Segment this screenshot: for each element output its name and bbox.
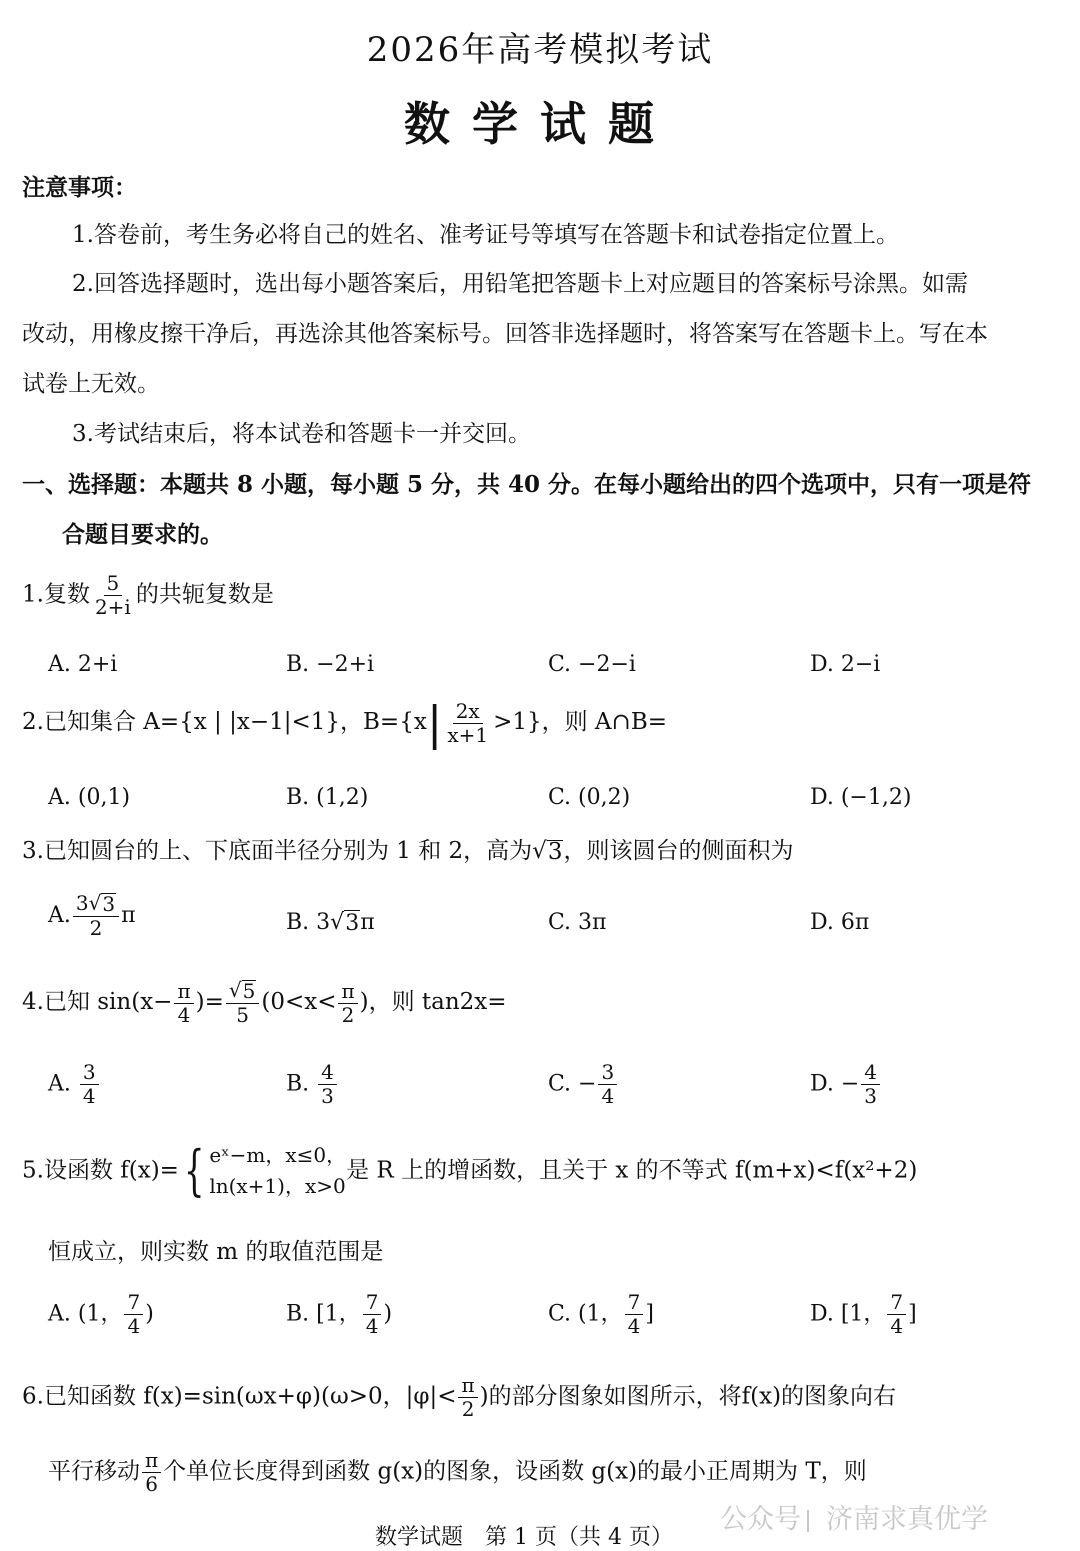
q4-option-a: A. $\frac{3}{4}$ <box>48 1062 101 1107</box>
watermark: 公众号 济南求真优学 <box>720 1504 988 1535</box>
fraction: $\frac{2x}{x+1}$ <box>447 698 489 747</box>
question-3: 3.已知圆台的上、下底面半径分别为 1 和 2，高为√ 3 ，则该圆台的侧面积为 <box>22 838 794 865</box>
section-1-heading-cont: 合题目要求的。 <box>62 521 223 548</box>
exam-title: 2026年高考模拟考试 <box>366 30 714 70</box>
q5-option-a: A. (1， $\frac{7}{4}$ ) <box>48 1290 154 1338</box>
q4-option-b: B. $\frac{4}{3}$ <box>286 1062 339 1107</box>
question-1: 1.复数 $\frac{5}{2+i}$ 的共轭复数是 <box>22 571 274 619</box>
q1-option-b: B. −2+i <box>286 652 375 677</box>
notice-item-2-line-2: 改动，用橡皮擦干净后，再选涂其他答案标号。回答非选择题时，将答案写在答题卡上。写在本 <box>22 321 988 347</box>
q2-option-a: A. (0,1) <box>48 785 131 810</box>
piecewise-cases: eˣ−m，x≤0， ln(x+1)，x>0 <box>209 1143 347 1198</box>
q5-option-d: D. [1， $\frac{7}{4}$ ] <box>810 1290 917 1338</box>
q5-option-c: C. (1， $\frac{7}{4}$ ] <box>548 1290 654 1338</box>
notice-item-2-line-1: 2.回答选择题时，选出每小题答案后，用铅笔把答题卡上对应题目的答案标号涂黑。如需 <box>72 271 968 297</box>
question-2: 2.已知集合 A={x | |x−1|<1}，B={x| $\frac{2x}{x+1}$ >1}，则 A∩B= <box>22 696 667 750</box>
notice-item-2-line-3: 试卷上无效。 <box>22 371 160 397</box>
q2-option-b: B. (1,2) <box>286 785 369 810</box>
notice-heading: 注意事项： <box>22 174 137 201</box>
question-5: 5.设函数 f(x)={ eˣ−m，x≤0， ln(x+1)，x>0 是 R 上的增函数，且关于 x 的不等式 f(m+x)<f(x²+2) <box>22 1139 918 1202</box>
q3-option-d: D. 6π <box>810 910 870 935</box>
q4-option-c: C. − $\frac{3}{4}$ <box>548 1062 619 1107</box>
q3-option-c: C. 3π <box>548 910 607 935</box>
q2-option-d: D. (−1,2) <box>810 785 912 810</box>
question-5-cont: 恒成立，则实数 m 的取值范围是 <box>48 1239 384 1265</box>
fraction: $\frac{5}{2+i}$ <box>94 571 131 619</box>
q4-option-d: D. − $\frac{4}{3}$ <box>810 1062 882 1107</box>
separator <box>807 1510 816 1532</box>
q3-option-a: A. 3√ 3 2 π <box>48 891 136 940</box>
subject-title: 数学试题 <box>404 97 676 151</box>
q5-option-b: B. [1， $\frac{7}{4}$ ) <box>286 1290 393 1338</box>
question-4: 4.已知 sin(x− $\frac{\pi}{4}$ )= √ 5 5 (0<x< $\frac{\pi}{2}$ )，则 tan2x= <box>22 978 507 1027</box>
page-footer: 数学试题 第 1 页（共 4 页） <box>375 1525 673 1550</box>
question-6-cont: 平行移动 $\frac{\pi}{6}$ 个单位长度得到函数 g(x)的图象，设函数 g(x)的最小正周期为 T，则 <box>48 1448 867 1496</box>
notice-item-1: 1.答卷前，考生务必将自己的姓名、准考证号等填写在答题卡和试卷指定位置上。 <box>72 222 899 248</box>
q1-option-c: C. −2−i <box>548 652 636 677</box>
notice-item-3: 3.考试结束后，将本试卷和答题卡一并交回。 <box>72 421 531 447</box>
q1-option-a: A. 2+i <box>48 652 118 677</box>
q3-option-b: B. 3√ 3 π <box>286 910 375 936</box>
section-1-heading: 一、选择题：本题共 8 小题，每小题 5 分，共 40 分。在每小题给出的四个选项中，只有一项是符 <box>22 471 1032 498</box>
q1-option-d: D. 2−i <box>810 652 881 677</box>
q2-option-c: C. (0,2) <box>548 785 631 810</box>
question-6: 6.已知函数 f(x)=sin(ωx+φ)(ω>0，|φ|< $\frac{\pi}{2}$ )的部分图象如图所示，将f(x)的图象向右 <box>22 1373 897 1421</box>
cases-brace: { <box>183 1139 205 1202</box>
